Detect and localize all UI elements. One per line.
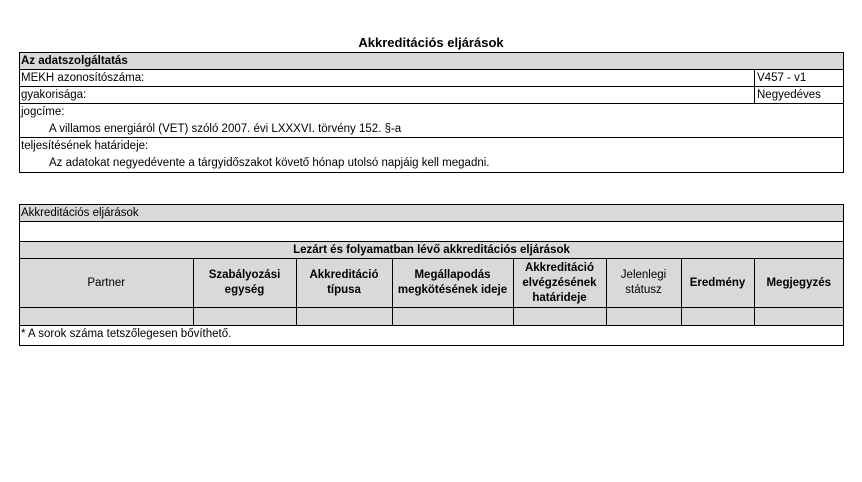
col-result: Eredmény <box>681 259 754 308</box>
footnote-row <box>20 326 843 345</box>
cell-regulatory-unit[interactable] <box>193 308 296 326</box>
data-provision-section <box>19 52 844 173</box>
accreditation-table <box>20 259 843 326</box>
table-title: Lezárt és folyamatban lévő akkreditációs eljárások <box>293 244 570 256</box>
cell-result[interactable] <box>681 308 754 326</box>
deadline-text-row <box>20 155 843 172</box>
id-row <box>20 70 843 87</box>
frequency-label: gyakorisága: <box>21 89 87 101</box>
col-accreditation-type: Akkreditáció típusa <box>296 259 392 308</box>
cell-note[interactable] <box>754 308 843 326</box>
footnote: * A sorok száma tetszőlegesen bővíthető. <box>21 328 232 340</box>
deadline-label: teljesítésének határideje: <box>21 140 149 152</box>
col-deadline: Akkreditáció elvégzésének határideje <box>513 259 606 308</box>
cell-agreement-date[interactable] <box>392 308 513 326</box>
legal-label: jogcíme: <box>21 106 65 118</box>
table-title-row <box>20 242 843 259</box>
deadline-text: Az adatokat negyedévente a tárgyidőszakot követő hónap utolsó napjáig kell megadni. <box>49 157 490 169</box>
col-status: Jelenlegi státusz <box>606 259 681 308</box>
page-title: Akkreditációs eljárások <box>358 35 504 50</box>
deadline-label-row <box>20 138 843 155</box>
table-header-row <box>20 259 843 308</box>
section-header-label: Az adatszolgáltatás <box>21 55 128 67</box>
cell-accreditation-type[interactable] <box>296 308 392 326</box>
section-header <box>20 53 843 70</box>
accreditation-section <box>19 204 844 346</box>
legal-text: A villamos energiáról (VET) szóló 2007. évi LXXXVI. törvény 152. §-a <box>49 123 402 135</box>
table-row <box>20 308 843 326</box>
cell-partner[interactable] <box>20 308 193 326</box>
col-partner: Partner <box>20 259 193 308</box>
frequency-row <box>20 87 843 104</box>
legal-label-row <box>20 104 843 121</box>
col-regulatory-unit: Szabályozási egység <box>193 259 296 308</box>
col-agreement-date: Megállapodás megkötésének ideje <box>392 259 513 308</box>
legal-text-row <box>20 121 843 138</box>
col-note: Megjegyzés <box>754 259 843 308</box>
accreditation-header <box>20 205 843 222</box>
accreditation-header-label: Akkreditációs eljárások <box>21 207 139 219</box>
empty-row <box>20 222 843 242</box>
id-label: MEKH azonosítószáma: <box>21 72 145 84</box>
id-value: V457 - v1 <box>754 70 847 86</box>
cell-status[interactable] <box>606 308 681 326</box>
cell-deadline[interactable] <box>513 308 606 326</box>
frequency-value: Negyedéves <box>754 87 847 103</box>
